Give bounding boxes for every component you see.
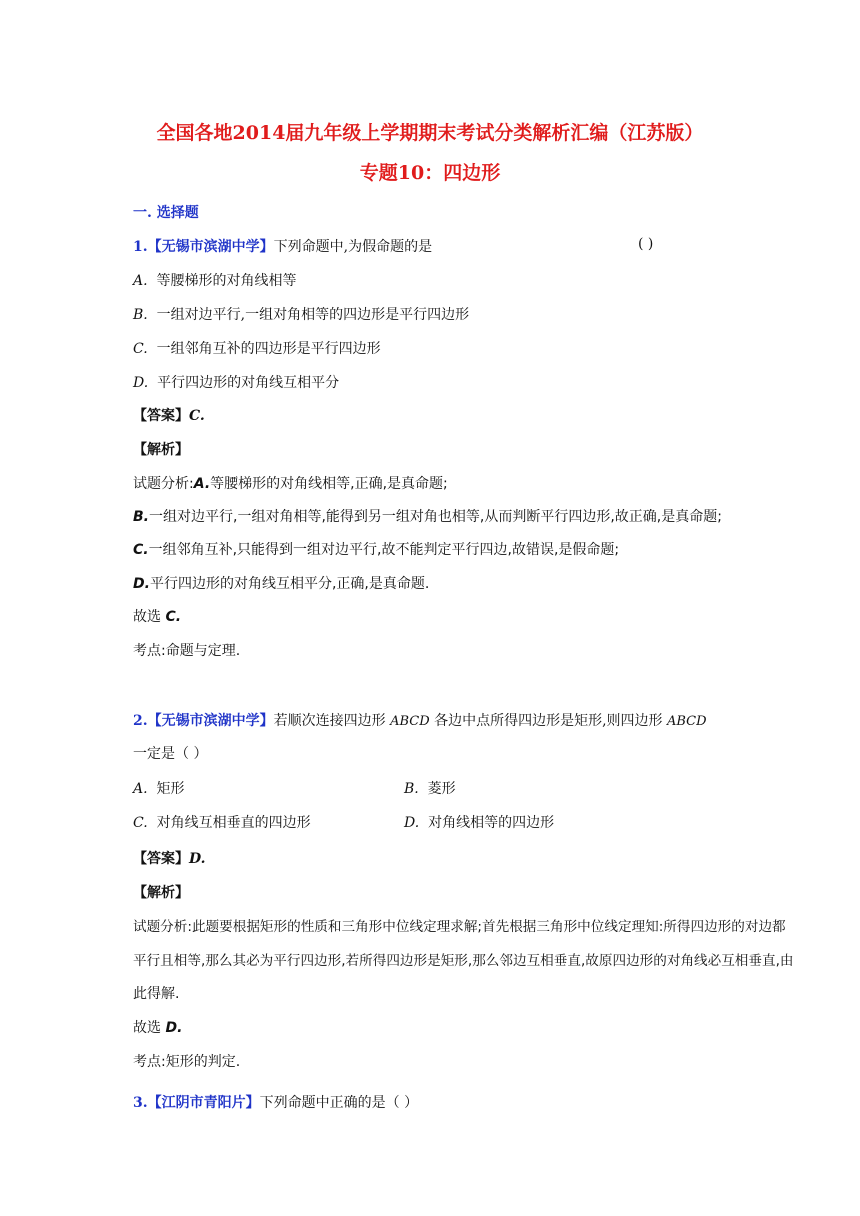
question-2-option-c bbox=[133, 812, 311, 832]
option-letter: A. bbox=[133, 781, 148, 797]
question-3-text: 下列命题中正确的是（ ） bbox=[259, 1095, 419, 1111]
question-2-analysis-line: 试题分析:此题要根据矩形的性质和三角形中位线定理求解;首先根据三角形中位线定理知:所得四边形的对边都 bbox=[133, 919, 786, 935]
option-text: 菱形 bbox=[427, 781, 456, 797]
question-2-analysis-line: 此得解. bbox=[133, 986, 180, 1002]
option-letter: B. bbox=[133, 307, 148, 323]
question-1-choice bbox=[133, 606, 181, 626]
option-letter: C. bbox=[133, 341, 148, 357]
choose-text: 故选 bbox=[133, 1020, 161, 1036]
option-text: 平行四边形的对角线互相平分 bbox=[157, 375, 340, 391]
question-2-text-cont: 各边中点所得四边形是矩形,则四边形 bbox=[434, 713, 663, 729]
question-1-analysis-line bbox=[133, 473, 448, 493]
question-1-analysis-label: 【解析】 bbox=[133, 442, 189, 458]
question-2-kaodian: 考点:矩形的判定. bbox=[133, 1054, 241, 1070]
option-text: 一组对边平行,一组对角相等的四边形是平行四边形 bbox=[156, 307, 470, 323]
choose-letter: D. bbox=[165, 1020, 183, 1036]
analysis-letter: B. bbox=[133, 509, 149, 525]
question-2-analysis-line: 平行且相等,那么其必为平行四边形,若所得四边形是矩形,那么邻边互相垂直,故原四边形的对角线必互相垂直,由 bbox=[133, 953, 794, 969]
question-2-option-d bbox=[404, 812, 554, 832]
option-text: 等腰梯形的对角线相等 bbox=[156, 273, 297, 289]
analysis-letter: D. bbox=[133, 576, 150, 592]
question-2-stem bbox=[133, 710, 707, 730]
question-2-source: 【无锡市滨湖中学】 bbox=[147, 713, 274, 729]
question-3-stem bbox=[133, 1092, 418, 1112]
question-1-number: 1. bbox=[133, 239, 148, 255]
question-2-number: 2. bbox=[133, 713, 148, 729]
question-1-analysis-line bbox=[133, 573, 429, 593]
question-2-answer bbox=[133, 848, 206, 868]
analysis-letter: C. bbox=[133, 542, 149, 558]
section-heading: 一. 选择题 bbox=[133, 205, 199, 221]
question-2-analysis-label: 【解析】 bbox=[133, 885, 189, 901]
document-title: 全国各地2014届九年级上学期期末考试分类解析汇编（江苏版） bbox=[156, 122, 704, 144]
option-text: 对角线互相垂直的四边形 bbox=[156, 815, 311, 831]
question-1-option-d bbox=[133, 372, 339, 392]
analysis-text: 等腰梯形的对角线相等,正确,是真命题; bbox=[210, 476, 448, 492]
question-1-option-c bbox=[133, 338, 381, 358]
question-1-stem bbox=[133, 236, 432, 256]
option-text: 一组邻角互补的四边形是平行四边形 bbox=[156, 341, 381, 357]
question-1-option-b bbox=[133, 304, 469, 324]
question-1-source: 【无锡市滨湖中学】 bbox=[147, 239, 274, 255]
question-1-text: 下列命题中,为假命题的是 bbox=[273, 239, 433, 255]
abcd-label: ABCD bbox=[667, 714, 707, 729]
option-text: 矩形 bbox=[156, 781, 185, 797]
question-1-analysis-line bbox=[133, 539, 619, 559]
question-1-answer-paren: ( ) bbox=[638, 236, 654, 252]
question-1-answer bbox=[133, 405, 205, 425]
option-letter: D. bbox=[133, 375, 149, 391]
option-letter: B. bbox=[404, 781, 419, 797]
question-1-option-a bbox=[133, 270, 296, 290]
answer-value: C. bbox=[189, 408, 205, 424]
question-2-option-a bbox=[133, 778, 184, 798]
question-2-stem-line2: 一定是（ ） bbox=[133, 746, 208, 762]
question-2-option-b bbox=[404, 778, 456, 798]
question-1-analysis-line bbox=[133, 506, 722, 526]
option-letter: D. bbox=[404, 815, 420, 831]
answer-label: 【答案】 bbox=[133, 851, 189, 867]
option-text: 对角线相等的四边形 bbox=[428, 815, 555, 831]
option-letter: A. bbox=[133, 273, 148, 289]
choose-text: 故选 bbox=[133, 609, 161, 625]
analysis-prefix: 试题分析: bbox=[133, 476, 194, 492]
question-2-text: 若顺次连接四边形 bbox=[273, 713, 386, 729]
analysis-text: 平行四边形的对角线互相平分,正确,是真命题. bbox=[149, 576, 430, 592]
choose-letter: C. bbox=[165, 609, 182, 625]
option-letter: C. bbox=[133, 815, 148, 831]
question-3-source: 【江阴市青阳片】 bbox=[147, 1095, 260, 1111]
question-1-kaodian: 考点:命题与定理. bbox=[133, 643, 241, 659]
answer-label: 【答案】 bbox=[133, 408, 189, 424]
answer-value: D. bbox=[189, 851, 206, 867]
question-2-choice bbox=[133, 1017, 182, 1037]
question-3-number: 3. bbox=[133, 1095, 148, 1111]
analysis-text: 一组邻角互补,只能得到一组对边平行,故不能判定平行四边,故错误,是假命题; bbox=[148, 542, 620, 558]
analysis-letter: A. bbox=[193, 476, 211, 492]
analysis-text: 一组对边平行,一组对角相等,能得到另一组对角也相等,从而判断平行四边形,故正确,是真命题; bbox=[149, 509, 722, 525]
document-subtitle: 专题10：四边形 bbox=[359, 162, 501, 184]
abcd-label: ABCD bbox=[390, 714, 430, 729]
